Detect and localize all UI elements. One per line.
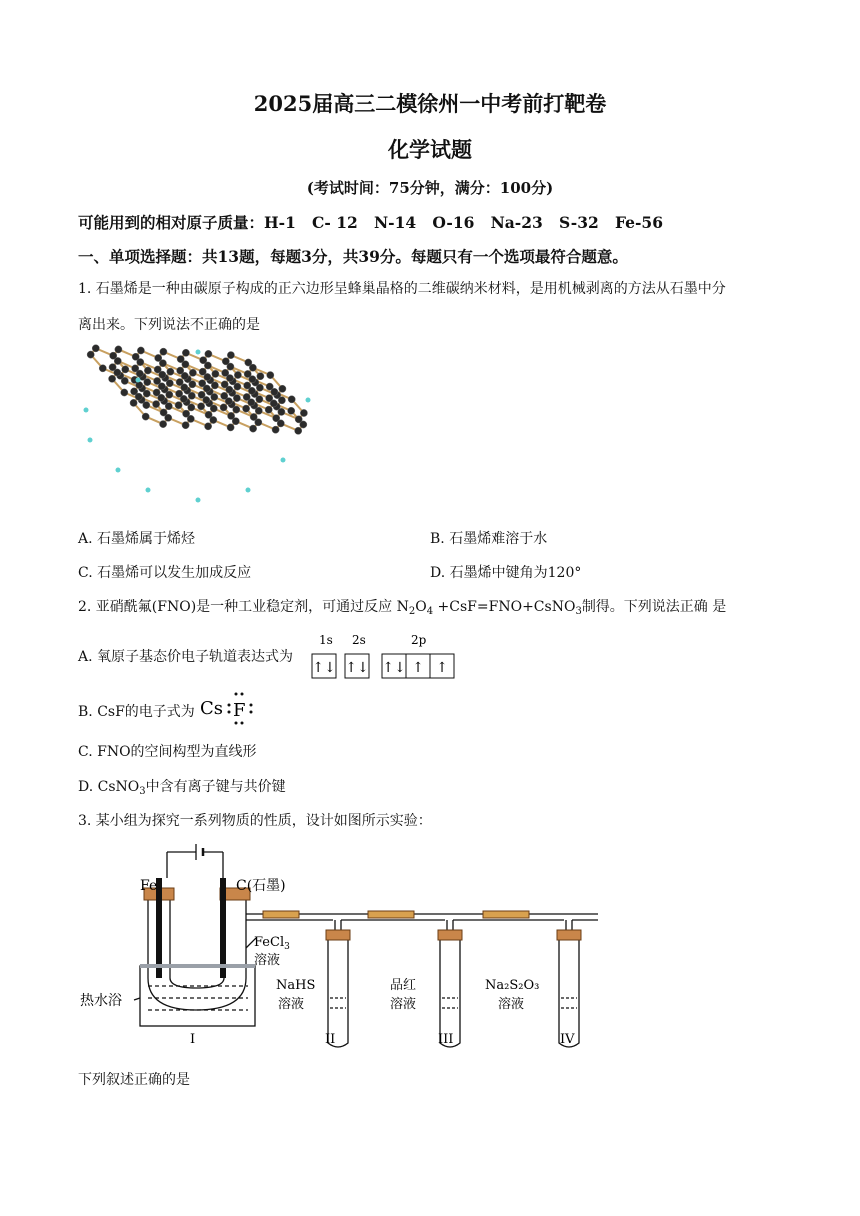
q1-option-b: B. 石墨烯难溶于水: [430, 531, 548, 547]
csf-electron-formula: [198, 690, 263, 726]
label-na2s2o3: Na₂S₂O₃: [485, 978, 540, 993]
orbital-box-2p-1: ↑↓: [382, 660, 406, 676]
orbital-box-2p-3: ↑: [436, 660, 448, 676]
label-IV: IV: [560, 1032, 575, 1047]
label-I: I: [190, 1032, 196, 1047]
label-II: II: [325, 1032, 336, 1047]
orbital-label-2s: 2s: [352, 633, 366, 647]
orbital-label-1s: 1s: [319, 633, 333, 647]
q3-followup: 下列叙述正确的是: [78, 1072, 190, 1088]
csf-cs: Cs: [200, 698, 224, 719]
label-III: III: [438, 1032, 454, 1047]
exam-title: 2025届高三二模徐州一中考前打靶卷: [253, 91, 607, 116]
q2-option-d: D. CsNO$_3$中含有离子键与共价键: [78, 779, 286, 797]
q1-stem-line2: 离出来。下列说法不正确的是: [78, 317, 260, 333]
q2-option-b: B. CsF的电子式为: [78, 704, 195, 720]
orbital-box-1s: ↑↓: [312, 660, 336, 676]
csf-f: F: [233, 700, 246, 721]
label-na2s2o3-solution: 溶液: [498, 997, 525, 1012]
label-nahs: NaHS: [276, 978, 316, 993]
label-fe: Fe: [140, 878, 158, 894]
label-carbon: C(石墨): [236, 878, 286, 894]
subject-title: 化学试题: [388, 137, 472, 162]
q1-option-d: D. 石墨烯中键角为120°: [430, 565, 582, 581]
label-fecl3: FeCl$_3$: [254, 935, 290, 952]
label-nahs-solution: 溶液: [278, 997, 305, 1012]
electrolysis-apparatus: [78, 838, 608, 1053]
label-pinhong: 品红: [390, 978, 417, 993]
q1-option-a: A. 石墨烯属于烯烃: [78, 531, 196, 547]
label-fecl3-solution: 溶液: [254, 953, 281, 968]
q1-stem-line1: 1. 石墨烯是一种由碳原子构成的正六边形呈蜂巢晶格的二维碳纳米材料，是用机械剥离的方法从石墨中分: [78, 281, 726, 297]
section-heading: 一、单项选择题：共13题，每题3分，共39分。每题只有一个选项最符合题意。: [78, 247, 628, 266]
atomic-masses: 可能用到的相对原子质量：H-1 C- 12 N-14 O-16 Na-23 S-32 Fe-56: [78, 213, 663, 232]
label-hot-bath: 热水浴: [80, 993, 122, 1009]
q2-option-c: C. FNO的空间构型为直线形: [78, 744, 257, 760]
q2-option-a: A. 氧原子基态价电子轨道表达式为: [78, 649, 294, 665]
q1-option-c: C. 石墨烯可以发生加成反应: [78, 565, 252, 581]
q2-stem: 2. 亚硝酰氟(FNO)是一种工业稳定剂，可通过反应 $N_2O_4$ +CsF=FNO+CsNO$_3$制得。下列说法正确 是: [78, 599, 727, 617]
q3-stem: 3. 某小组为探究一系列物质的性质，设计如图所示实验：: [78, 813, 432, 829]
orbital-diagram: [308, 628, 463, 683]
orbital-box-2p-2: ↑: [412, 660, 424, 676]
graphene-figure: [78, 340, 323, 510]
exam-info: (考试时间：75分钟，满分：100分): [306, 179, 554, 197]
orbital-box-2s: ↑↓: [345, 660, 369, 676]
orbital-label-2p: 2p: [411, 633, 427, 647]
label-pinhong-solution: 溶液: [390, 997, 417, 1012]
